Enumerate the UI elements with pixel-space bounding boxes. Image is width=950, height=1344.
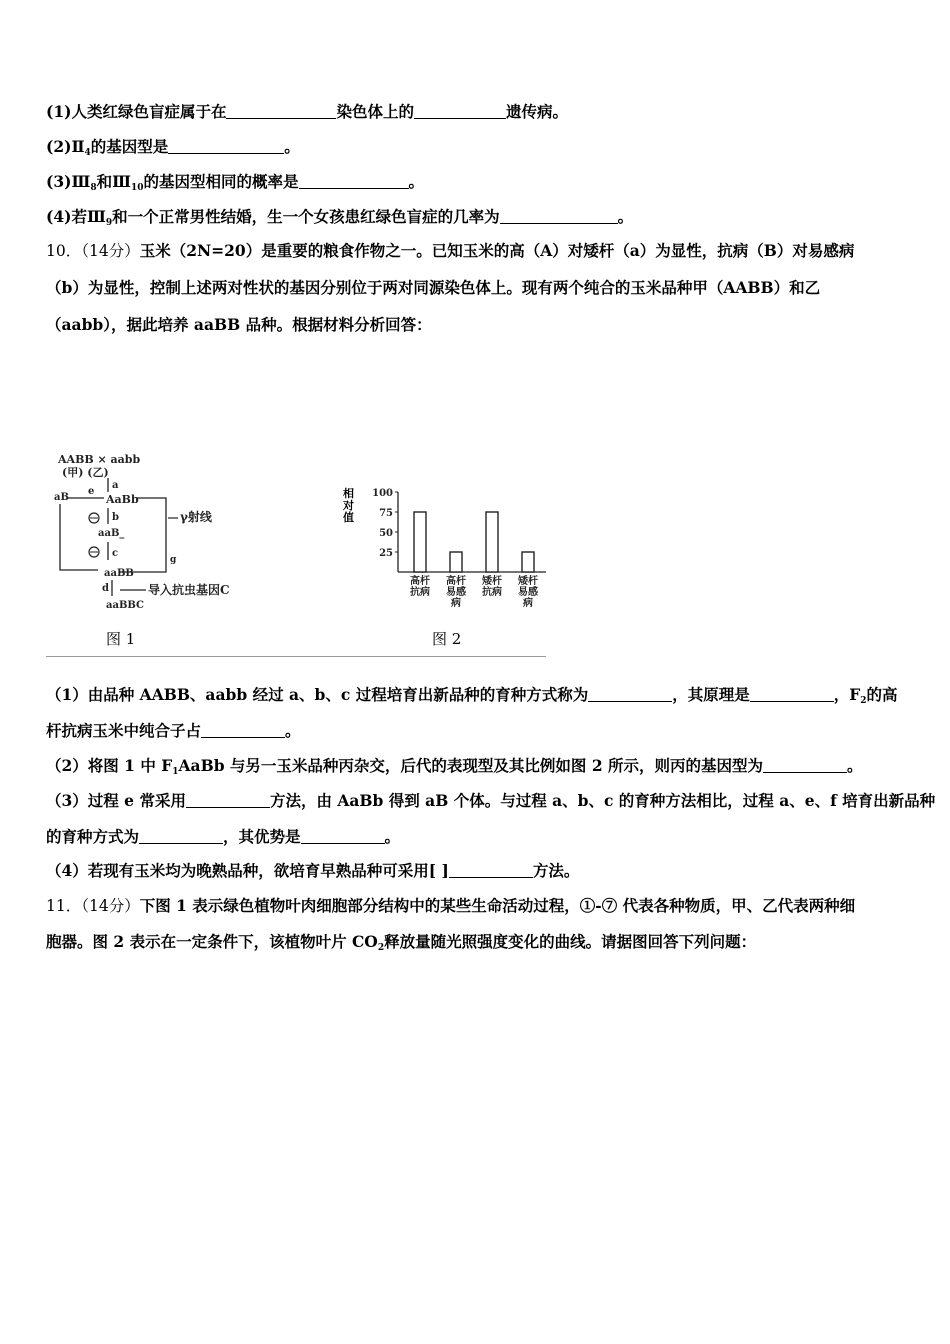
fig2-category-label-2: 矮杆 [482, 576, 502, 587]
fig2-ytick-label-0: 25 [379, 548, 393, 559]
fig1-g: g [170, 555, 177, 565]
answer-blank[interactable] [414, 102, 506, 119]
q10-sub3-line2: 的育种方式为 ，其优势是 。 [46, 827, 401, 846]
figure-divider [46, 656, 546, 657]
fig2-ytick-label-3: 100 [372, 488, 393, 499]
answer-blank[interactable] [763, 756, 847, 773]
fig2-category-label-3: 矮杆 [518, 576, 538, 587]
answer-blank[interactable] [299, 172, 409, 189]
fig2-category-label-2: 抗病 [482, 587, 502, 598]
fig1-final: aaBB [104, 568, 134, 579]
fig2-ylabel: 相对值 [343, 487, 354, 524]
q10-sub3-line1: （3）过程 e 常采用 方法，由 AaBb 得到 aB 个体。与过程 a、b、c 的育种方法相比，过程 a、e、f 培育出新品种 [46, 791, 936, 810]
q11-stem-line2: 胞器。图 2 表示在一定条件下，该植物叶片 $CO_2$释放量随光照强度变化的曲线。请据图回答下列问题： [46, 932, 757, 953]
fig1-step-a: a [112, 480, 119, 491]
q10-stem-line2: （b）为显性，控制上述两对性状的基因分别位于两对同源染色体上。现有两个纯合的玉米品种甲（AABB）和乙 [46, 278, 821, 297]
answer-blank[interactable] [201, 721, 285, 738]
fig2-bar-1 [450, 552, 462, 572]
q10-sub2: （2）将图 1 中 $F_1AaBb$ 与另一玉米品种丙杂交，后代的表现型及其比例如图 2 所示，则丙的基因型为 。 [46, 756, 863, 777]
fig1-left-ab: aB [54, 492, 69, 503]
fig2-category-label-1: 高杆 [446, 576, 466, 587]
answer-blank[interactable] [226, 102, 336, 119]
q9-part4: (4)若$Ⅲ_9$和一个正常男性结婚，生一个女孩患红绿色盲症的几率为 。 [46, 207, 634, 228]
fig2-category-label-3: 易感 [518, 587, 538, 598]
fig2-category-label-1: 易感 [446, 587, 466, 598]
q9-part3: $(3)Ⅲ_8$和$Ⅲ_{10}$的基因型相同的概率是 。 [46, 172, 425, 193]
fig1-parents: (甲) (乙) [62, 466, 109, 479]
fig2-caption: 图 2 [432, 630, 462, 648]
q10-stem-line1: 10．（14分）玉米（2N=20）是重要的粮食作物之一。已知玉米的高（A）对矮杆（a）为显性，抗病（B）对易感病 [46, 241, 855, 260]
fig1-left-e: e [88, 486, 95, 497]
figure-area [46, 448, 546, 658]
fig2-ytick-label-2: 75 [379, 508, 393, 519]
answer-blank[interactable] [168, 137, 284, 154]
q9-part1: (1)人类红绿色盲症属于在 染色体上的 遗传病。 [46, 102, 568, 121]
fig2-bar-3 [522, 552, 534, 572]
fig1-cross: AABB × aabb [58, 453, 141, 466]
answer-blank[interactable] [301, 827, 385, 844]
q10-sub4: （4）若现有玉米均为晚熟品种，欲培育早熟品种可采用[ ] 方法。 [46, 861, 580, 880]
fig2-category-label-3: 病 [523, 598, 533, 609]
q10-sub1-line2: 杆抗病玉米中纯合子占 。 [46, 721, 301, 740]
q10-stem-line3: （aabb），据此培养 aaBB 品种。根据材料分析回答： [46, 315, 432, 334]
fig1-step-b: b [112, 512, 119, 523]
answer-blank[interactable] [500, 207, 618, 224]
q10-sub1-line1: （1）由品种 AABB、aabb 经过 a、b、c 过程培育出新品种的育种方式称为 ，其原理是 ，$F_2$的高 [46, 685, 898, 706]
answer-blank[interactable] [588, 685, 672, 702]
figure-1-diagram [46, 448, 546, 658]
fig2-category-label-0: 抗病 [410, 587, 430, 598]
fig1-result: aaBBC [106, 600, 145, 611]
answer-blank[interactable] [186, 791, 270, 808]
fig2-category-label-1: 病 [451, 598, 461, 609]
fig1-step-d: d [102, 583, 109, 594]
fig2-bar-0 [414, 512, 426, 572]
fig1-f1: AaBb [106, 493, 139, 506]
q9-part2: $(2)Ⅱ_4$的基因型是 。 [46, 137, 300, 158]
fig1-f2: aaB_ [98, 528, 125, 539]
fig2-bar-2 [486, 512, 498, 572]
fig2-category-label-0: 高杆 [410, 576, 430, 587]
q11-stem-line1: 11．（14分）下图 1 表示绿色植物叶肉细胞部分结构中的某些生命活动过程，①-⑦ 代表各种物质，甲、乙代表两种细 [46, 896, 856, 915]
answer-blank[interactable] [449, 861, 533, 878]
fig1-insert-gene: 导入抗虫基因C [148, 583, 230, 597]
fig1-step-c: c [112, 548, 119, 559]
fig1-gamma-ray: γ射线 [180, 510, 212, 524]
answer-blank[interactable] [750, 685, 834, 702]
answer-blank[interactable] [139, 827, 223, 844]
fig2-ytick-label-1: 50 [379, 528, 393, 539]
fig1-caption: 图 1 [106, 630, 136, 648]
